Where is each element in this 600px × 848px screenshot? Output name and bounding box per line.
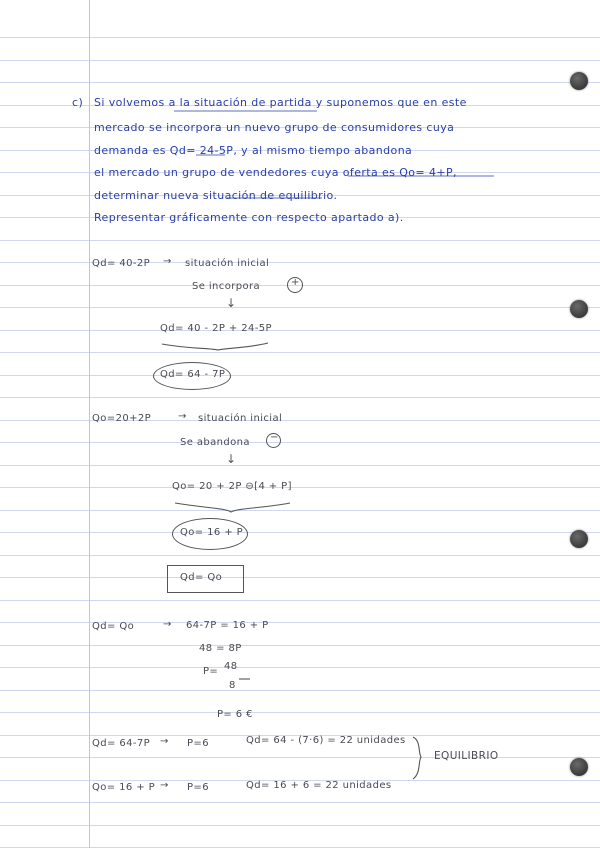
supply-initial: Qo=20+2P [92,413,152,424]
problem-line: mercado se incorpora un nuevo grupo de consumidores cuya [94,121,455,134]
arrow-icon: → [163,619,172,630]
supply-abandona: Se abandona [180,437,250,448]
supply-result: Qo= 16 + P [180,527,244,538]
supply-brace-stroke [175,503,290,512]
problem-line: determinar nueva situación de equilibrio. [94,189,338,202]
demand-result: Qd= 64 - 7P [160,369,226,380]
supply-initial-note: situación inicial [198,413,283,424]
equilibrium-condition: Qd= Qo [180,572,223,583]
problem-line: Si volvemos a la situación de partida y suponemos que en este [94,96,467,109]
verify-supply-calc: Qd= 16 + 6 = 22 unidades [246,780,392,791]
arrow-icon: → [178,411,187,422]
solving-denominator: 8 [229,680,236,691]
verify-supply-eq: Qo= 16 + P [92,782,156,793]
verify-supply-p: P=6 [187,782,209,793]
problem-line: el mercado un grupo de vendedores cuya oferta es Qo= 4+P, [94,166,457,179]
demand-initial-note: situación inicial [185,258,270,269]
arrow-down-icon: ↓ [226,452,237,466]
arrow-down-icon: ↓ [226,296,237,310]
curly-brace-stroke [413,737,421,779]
solving-numerator: 48 [224,661,238,672]
solving-equation: 64-7P = 16 + P [186,620,269,631]
verify-demand-calc: Qd= 64 - (7·6) = 22 unidades [246,735,406,746]
verify-demand-p: P=6 [187,738,209,749]
solving-step2: 48 = 8P [199,643,242,654]
problem-underlines [174,111,494,198]
solving-condition: Qd= Qo [92,621,135,632]
arrow-icon: → [160,780,169,791]
demand-incorpora: Se incorpora [192,281,261,292]
plus-symbol: + [291,277,300,288]
supply-difference: Qo= 20 + 2P ⊖[4 + P] [172,481,292,492]
problem-marker: c) [72,96,84,109]
demand-sum: Qd= 40 - 2P + 24-5P [160,323,272,334]
problem-line: Representar gráficamente con respecto apartado a). [94,211,404,224]
solving-price: P= 6 € [217,709,253,720]
equilibrio-label: EQUILIBRIO [434,750,499,762]
problem-line: demanda es Qd= 24-5P, y al mismo tiempo abandona [94,144,413,157]
minus-symbol: − [270,432,279,443]
demand-initial: Qd= 40-2P [92,258,151,269]
verify-demand-eq: Qd= 64-7P [92,738,151,749]
arrow-icon: → [160,736,169,747]
arrow-icon: → [163,256,172,267]
demand-brace-stroke [162,343,268,350]
solving-p-label: P= [203,666,219,677]
